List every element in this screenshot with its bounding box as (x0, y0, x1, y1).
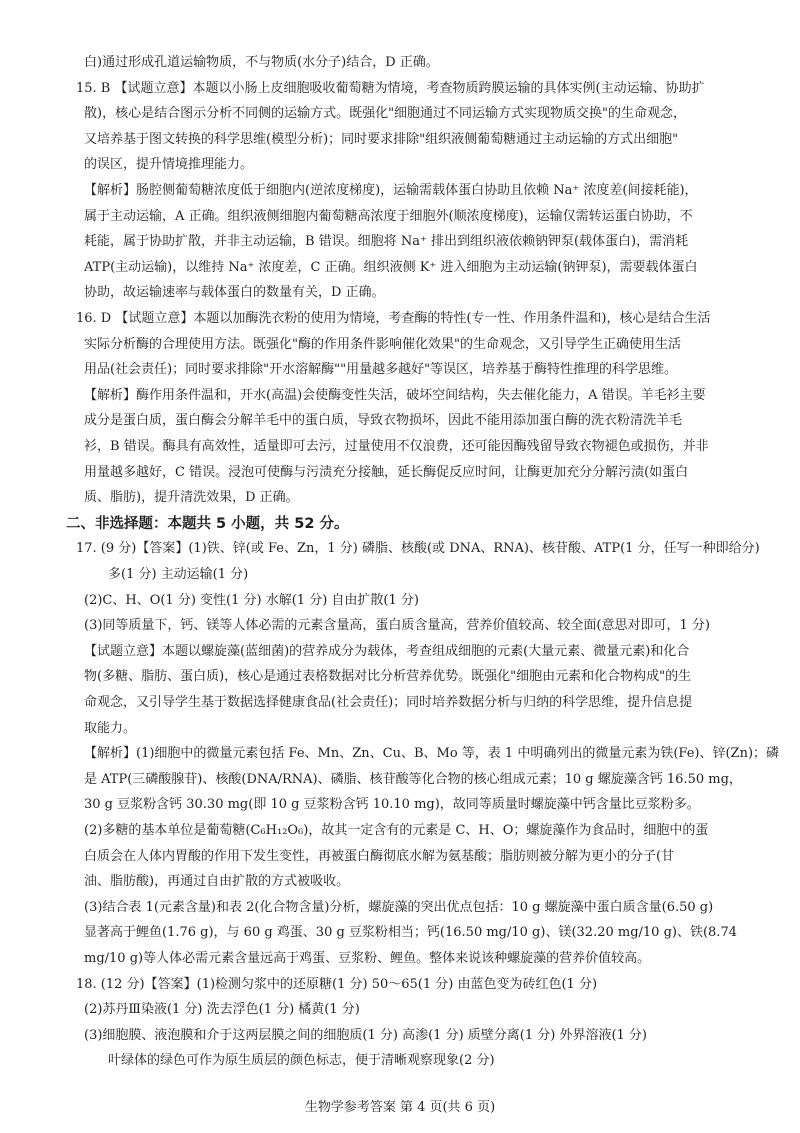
question-16-header: 16. D 【试题立意】本题以加酶洗衣粉的使用为情境，考查酶的特性(专一性、作用条件温和)，核心是结合生活 (76, 311, 711, 326)
text-line: 耗能，属于协助扩散，并非主动运输，B 错误。细胞将 Na⁺ 排出到组织液依赖钠钾泵(载体蛋白)，需消耗 (84, 234, 689, 250)
text-line: 散)，核心是结合图示分析不同侧的运输方式。既强化"细胞通过不同运输方式实现物质交换"的生命观念， (84, 106, 687, 122)
question-17-answer: 17. (9 分)【答案】(1)铁、锌(或 Fe、Zn，1 分) 磷脂、核酸(或 DNA、RNA)、核苷酸、ATP(1 分，任写一种即给分) (76, 541, 760, 557)
text-line: 又培养基于图文转换的科学思维(模型分析)；同时要求排除"组织液侧葡萄糖通过主动运输的方式出细胞" (84, 131, 679, 147)
text-line: 成分是蛋白质，蛋白酶会分解羊毛中的蛋白质，导致衣物损坏，因此不能用添加蛋白酶的洗衣粉清洗羊毛 (84, 413, 683, 429)
text-line: (3)细胞膜、液泡膜和介于这两层膜之间的细胞质(1 分) 高渗(1 分) 质壁分离(1 分) 外界溶液(1 分) (84, 1027, 647, 1043)
text-line: (2)多糖的基本单位是葡萄糖(C₆H₁₂O₆)，故其一定含有的元素是 C、H、O；螺旋藻作为食品时，细胞中的蛋 (84, 823, 709, 838)
text-line: 用量越多越好，C 错误。浸泡可使酶与污渍充分接触，延长酶促反应时间，让酶更加充分分解污渍(如蛋白 (84, 464, 689, 480)
text-line: 油、脂肪酸)，再通过自由扩散的方式被吸收。 (84, 874, 350, 890)
question-15-header: 15. B 【试题立意】本题以小肠上皮细胞吸收葡萄糖为情境，考查物质跨膜运输的具体实例(主动运输、协助扩 (76, 80, 705, 96)
text-line: 30 g 豆浆粉含钙 30.30 mg(即 10 g 豆浆粉含钙 10.10 mg)，故同等质量时螺旋藻中钙含量比豆浆粉多。 (84, 797, 700, 813)
text-line: mg/10 g)等人体必需元素含量远高于鸡蛋、豆浆粉、鲤鱼。整体来说该种螺旋藻的营养价值较高。 (84, 951, 651, 966)
text-line: 命观念，又引导学生基于数据选择健康食品(社会责任)；同时培养数据分析与归纳的科学思维，提升信息提 (84, 695, 693, 710)
text-line: 白)通过形成孔道运输物质，不与物质(水分子)结合，D 正确。 (84, 55, 439, 70)
text-line: 衫，B 错误。酶具有高效性，适量即可去污，过量使用不仅浪费，还可能因酶残留导致衣物褪色或损伤，并非 (84, 439, 709, 454)
analysis-16: 【解析】酶作用条件温和，开水(高温)会使酶变性失活，破坏空间结构，失去催化能力，A 错误。羊毛衫主要 (84, 387, 706, 403)
analysis-15: 【解析】肠腔侧葡萄糖浓度低于细胞内(逆浓度梯度)，运输需载体蛋白协助且依赖 Na⁺ 浓度差(间接耗能)， (84, 183, 698, 198)
text-line: 是 ATP(三磷酸腺苷)、核酸(DNA/RNA)、磷脂、核苷酸等化合物的核心组成元素；10 g 螺旋藻含钙 16.50 mg， (84, 771, 742, 787)
text-line: (2)C、H、O(1 分) 变性(1 分) 水解(1 分) 自由扩散(1 分) (84, 592, 419, 608)
text-line: (3)同等质量下，钙、镁等人体必需的元素含量高，蛋白质含量高，营养价值较高、较全面(意思对即可，1 分) (84, 618, 710, 634)
text-line: (2)苏丹Ⅲ染液(1 分) 洗去浮色(1 分) 橘黄(1 分) (84, 1002, 360, 1018)
text-line: 白质会在人体内胃酸的作用下发生变性，再被蛋白酶彻底水解为氨基酸；脂肪则被分解为更小的分子(甘 (84, 848, 675, 864)
text-line: 物(多糖、脂肪、蛋白质)，核心是通过表格数据对比分析营养优势。既强化"细胞由元素和化合物构成"的生 (84, 669, 692, 685)
analysis-17: 【解析】(1)细胞中的微量元素包括 Fe、Mn、Zn、Cu、B、Mo 等，表 1 中明确列出的微量元素为铁(Fe)、锌(Zn)；磷 (84, 746, 780, 762)
text-line: 协助，故运输速率与载体蛋白的数量有关，D 正确。 (84, 285, 385, 301)
intent-17: 【试题立意】本题以螺旋藻(蓝细菌)的营养成分为载体，考查组成细胞的元素(大量元素、微量元素)和化合 (84, 643, 690, 659)
text-line: 质、脂肪)，提升清洗效果，D 正确。 (84, 490, 299, 506)
text-line: ATP(主动运输)，以维持 Na⁺ 浓度差，C 正确。组织液侧 K⁺ 进入细胞为主动运输(钠钾泵)，需要载体蛋白 (84, 259, 698, 275)
text-line: 实际分析酶的合理使用方法。既强化"酶的作用条件影响催化效果"的生命观念，又引导学生正确使用生活 (84, 336, 681, 352)
text-line: 的误区，提升情境推理能力。 (84, 157, 254, 173)
text-line: 显著高于鲤鱼(1.76 g)，与 60 g 鸡蛋、30 g 豆浆粉相当；钙(16.50 mg/10 g)、镁(32.20 mg/10 g)、铁(8.74 (84, 925, 737, 941)
question-18-answer: 18. (12 分)【答案】(1)检测匀浆中的还原糖(1 分) 50～65(1 分) 由蓝色变为砖红色(1 分) (76, 976, 598, 992)
text-line: 用品(社会责任)；同时要求排除"开水溶解酶""用量越多越好"等误区，培养基于酶特性推理的科学思维。 (84, 362, 678, 378)
page-footer: 生物学参考答案 第 4 页(共 6 页) (304, 1100, 496, 1115)
section-heading: 二、非选择题：本题共 5 小题，共 52 分。 (66, 515, 349, 532)
text-line: 多(1 分) 主动运输(1 分) (108, 567, 249, 582)
text-line: 叶绿体的绿色可作为原生质层的颜色标志，便于清晰观察现象(2 分) (108, 1053, 495, 1069)
text-line: 取能力。 (84, 720, 137, 736)
text-line: (3)结合表 1(元素含量)和表 2(化合物含量)分析，螺旋藻的突出优点包括：10 g 螺旋藻中蛋白质含量(6.50 g) (84, 899, 714, 915)
text-line: 属于主动运输，A 正确。组织液侧细胞内葡萄糖高浓度于细胞外(顺浓度梯度)，运输仅需转运蛋白协助，不 (84, 208, 693, 224)
